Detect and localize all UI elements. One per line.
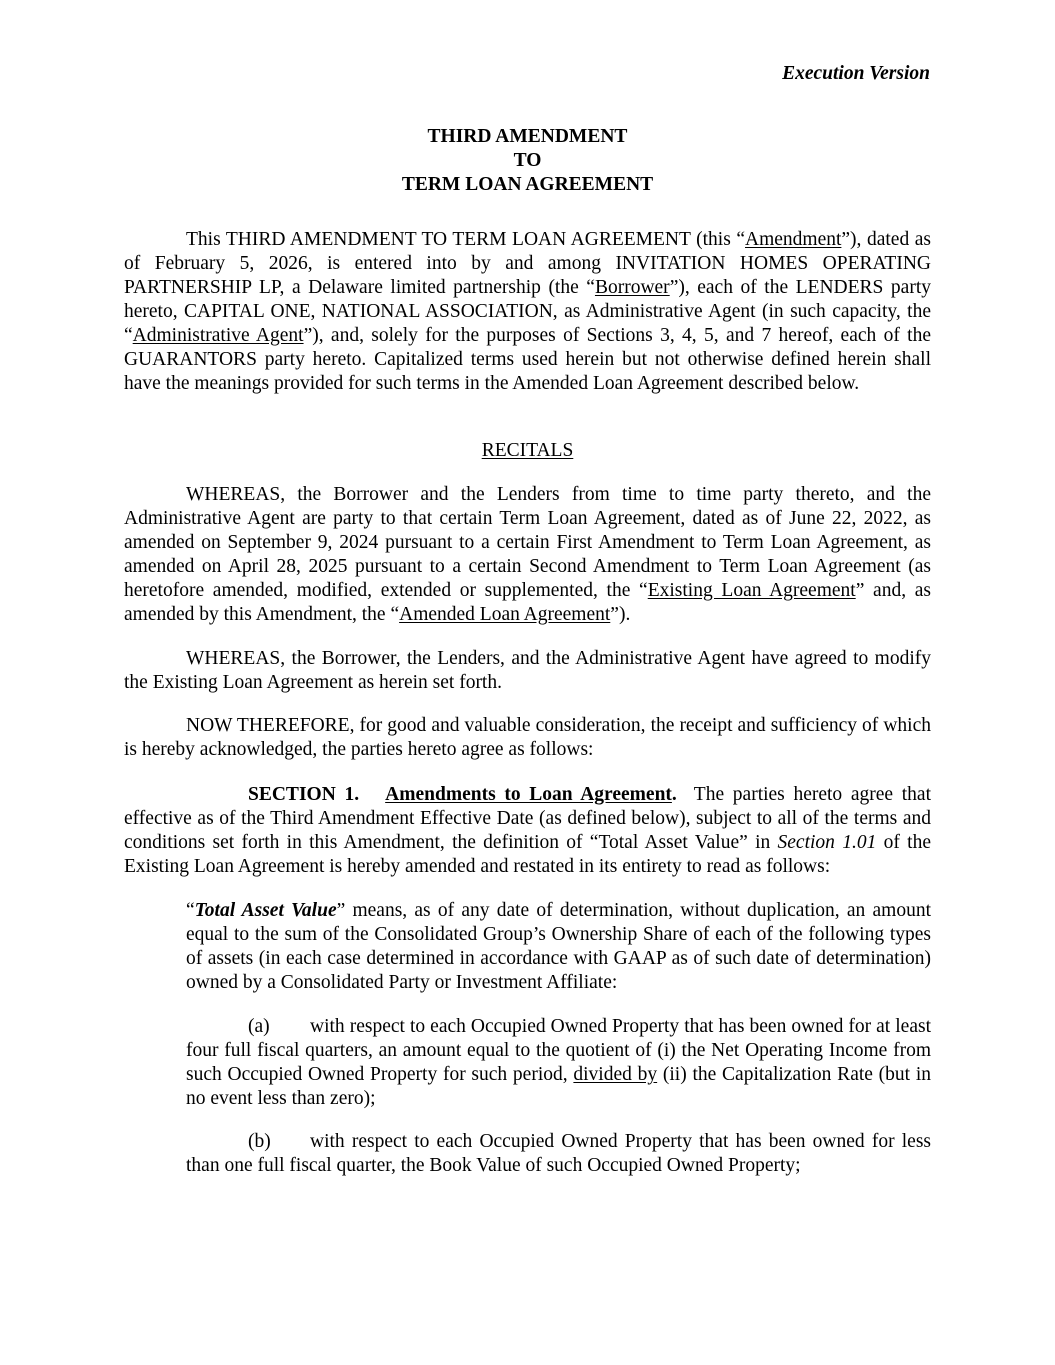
- defined-term-administrative-agent: Administrative Agent: [132, 325, 304, 346]
- intro-paragraph: This THIRD AMENDMENT TO TERM LOAN AGREEMENT (this “Amendment”), dated as of February 5, 2026, is entered into by and among INVITATION HOMES OPERATING PARTNERSHIP LP, a Delaware limited partnership (the “Borrower”), each of the LENDERS party hereto, CAPITAL ONE, NATIONAL ASSOCIATION, as Administrative Agent (in such capacity, the “Administrative Agent”), and, solely for the purposes of Sections 3, 4, 5, and 7 hereof, each of the GUARANTORS party hereto. Capitalized terms used herein but not otherwise defined herein shall have the meanings provided for such terms in the Amended Loan Agreement described below.: [124, 229, 932, 394]
- defined-term-total-asset-value: Total Asset Value: [194, 900, 337, 921]
- clause-b-label: (b): [248, 1131, 271, 1152]
- defined-term-amended-loan-agreement: Amended Loan Agreement: [399, 604, 611, 625]
- clause-a: (a) with respect to each Occupied Owned Property that has been owned for at least four full fiscal quarters, an amount equal to the quotient of (i) the Net Operating Income from such Occupied Owned Property for such period, divided by (ii) the Capitalization Rate (but in no event less than zero);: [186, 1016, 932, 1109]
- recitals-heading: RECITALS: [481, 440, 574, 461]
- defined-term-amendment: Amendment: [745, 229, 842, 250]
- execution-version-label: Execution Version: [782, 63, 930, 84]
- title-line-3: TERM LOAN AGREEMENT: [401, 174, 654, 195]
- section-1-label: SECTION 1.: [248, 784, 360, 805]
- document-title: [0, 125, 1055, 197]
- section-1-paragraph: SECTION 1. Amendments to Loan Agreement. The parties hereto agree that effective as of the Third Amendment Effective Date (as defined below), subject to all of the terms and conditions set forth in this Amendment, the definition of “Total Asset Value” in Section 1.01 of the Existing Loan Agreement is hereby amended and restated in its entirety to read as follows:: [124, 784, 931, 877]
- section-reference: Section 1.01: [777, 832, 877, 853]
- title-line-2: TO: [513, 150, 542, 171]
- title-line-1: THIRD AMENDMENT: [427, 126, 628, 147]
- whereas-paragraph-1: WHEREAS, the Borrower and the Lenders from time to time party thereto, and the Administrative Agent are party to that certain Term Loan Agreement, dated as of June 22, 2022, as amended on September 9, 2024 pursuant to a certain First Amendment to Term Loan Agreement, as amended on April 28, 2025 pursuant to a certain Second Amendment to Term Loan Agreement (as heretofore amended, modified, extended or supplemented, the “Existing Loan Agreement” and, as amended by this Amendment, the “Amended Loan Agreement”).: [124, 484, 931, 625]
- now-therefore-paragraph: NOW THEREFORE, for good and valuable consideration, the receipt and sufficiency of which is hereby acknowledged, the parties hereto agree as follows:: [124, 715, 931, 760]
- whereas-paragraph-2: WHEREAS, the Borrower, the Lenders, and the Administrative Agent have agreed to modify the Existing Loan Agreement as herein set forth.: [124, 648, 931, 693]
- defined-term-existing-loan-agreement: Existing Loan Agreement: [647, 580, 856, 601]
- divided-by-term: divided by: [573, 1064, 658, 1085]
- total-asset-value-definition: “Total Asset Value” means, as of any date of determination, without duplication, an amount equal to the sum of the Consolidated Group’s Ownership Share of each of the following types of assets (in each case determined in accordance with GAAP as of such date of determination) owned by a Consolidated Party or Investment Affiliate:: [186, 900, 931, 993]
- defined-term-borrower: Borrower: [594, 277, 670, 298]
- section-1-heading: Amendments to Loan Agreement: [385, 784, 672, 805]
- clause-b: (b) with respect to each Occupied Owned Property that has been owned for less than one full fiscal quarter, the Book Value of such Occupied Owned Property;: [186, 1131, 931, 1176]
- clause-a-label: (a): [248, 1016, 270, 1037]
